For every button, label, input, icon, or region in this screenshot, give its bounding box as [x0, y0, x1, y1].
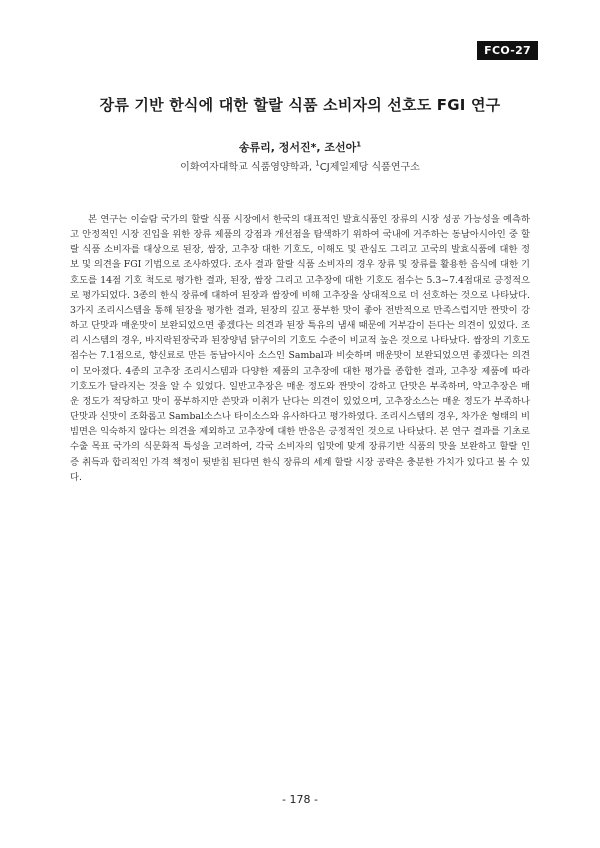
author-names: 송류리, 정서진*, 조선아	[238, 141, 357, 154]
session-code-badge: FCO-27	[477, 41, 538, 60]
affiliation-line	[0, 158, 600, 173]
author-affiliation-marker: 1	[356, 140, 362, 149]
affiliation-primary: 이화여자대학교 식품영양학과,	[180, 162, 316, 173]
author-list	[0, 139, 600, 155]
affiliation-marker: 1	[315, 159, 320, 168]
abstract-body: 본 연구는 이슬람 국가의 할랄 식품 시장에서 한국의 대표적인 발효식품인 장류의 시장 성공 가능성을 예측하고 안정적인 시장 진입을 위한 장류 제품의 강점과 개선점을 탐색하기 위하여 국내에 거주하는 동남아시아인 중 할랄 식품 소비자를 대상으로 된장, 쌈장, 고추장 대한 기호도, 이해도 및 관심도 그리고 고국의 발효식품에 대한 정보 및 의견을 FGI 기법으로 조사하였다. 조사 결과 할랄 식품 소비자의 경우 장류 및 장류를 활용한 음식에 대한 기호도를 14점 기호 척도로 평가한 결과, 된장, 쌈장 그리고 고추장에 대한 기호도 점수는 5.3~7.4점대로 긍정적으로 평가되었다. 3종의 한식 장류에 대하여 된장과 쌈장에 비해 고추장을 상대적으로 더 선호하는 것으로 나타났다. 3가지 조리시스템을 통해 된장을 평가한 결과, 된장의 깊고 풍부한 맛이 좋아 전반적으로 만족스럽지만 짠맛이 강하고 단맛과 매운맛이 보완되었으면 좋겠다는 의견과 된장 특유의 냄새 때문에 거부감이 든다는 의견이 있었다. 조리 시스템의 경우, 바지락된장국과 된장양념 닭구이의 기호도 수준이 비교적 높은 것으로 나타났다. 쌈장의 기호도 점수는 7.1점으로, 향신료로 만든 동남아시아 소스인 Sambal과 비슷하며 매운맛이 보완되었으면 좋겠다는 의견이 모아졌다. 4종의 고추장 조리시스템과 다양한 제품의 고추장에 대한 평가를 종합한 결과, 고추장 제품에 따라 기호도가 달라지는 것을 알 수 있었다. 일반고추장은 매운 정도와 짠맛이 강하고 단맛은 부족하며, 약고추장은 매운 정도가 적당하고 맛이 풍부하지만 쓴맛과 이취가 난다는 의견이 있었으며, 고추장소스는 매운 정도가 부족하나 단맛과 신맛이 조화롭고 Sambal소스나 타이소스와 유사하다고 평가하였다. 조리시스템의 경우, 차가운 형태의 비빔면은 익숙하지 않다는 의견을 제외하고 고추장에 대한 반응은 긍정적인 것으로 나타났다. 본 연구 결과를 기초로 수출 목표 국가의 식문화적 특성을 고려하여, 각국 소비자의 입맛에 맞게 장류기반 식품의 맛을 보완하고 할랄 인증 취득과 합리적인 가격 책정이 뒷받침 된다면 한식 장류의 세계 할랄 시장 공략은 충분한 가치가 있다고 볼 수 있다.	[70, 214, 530, 483]
page-number: - 178 -	[282, 793, 318, 806]
affiliation-secondary: CJ제일제당 식품연구소	[319, 162, 420, 173]
paper-title: 장류 기반 한식에 대한 할랄 식품 소비자의 선호도 FGI 연구	[99, 96, 501, 114]
